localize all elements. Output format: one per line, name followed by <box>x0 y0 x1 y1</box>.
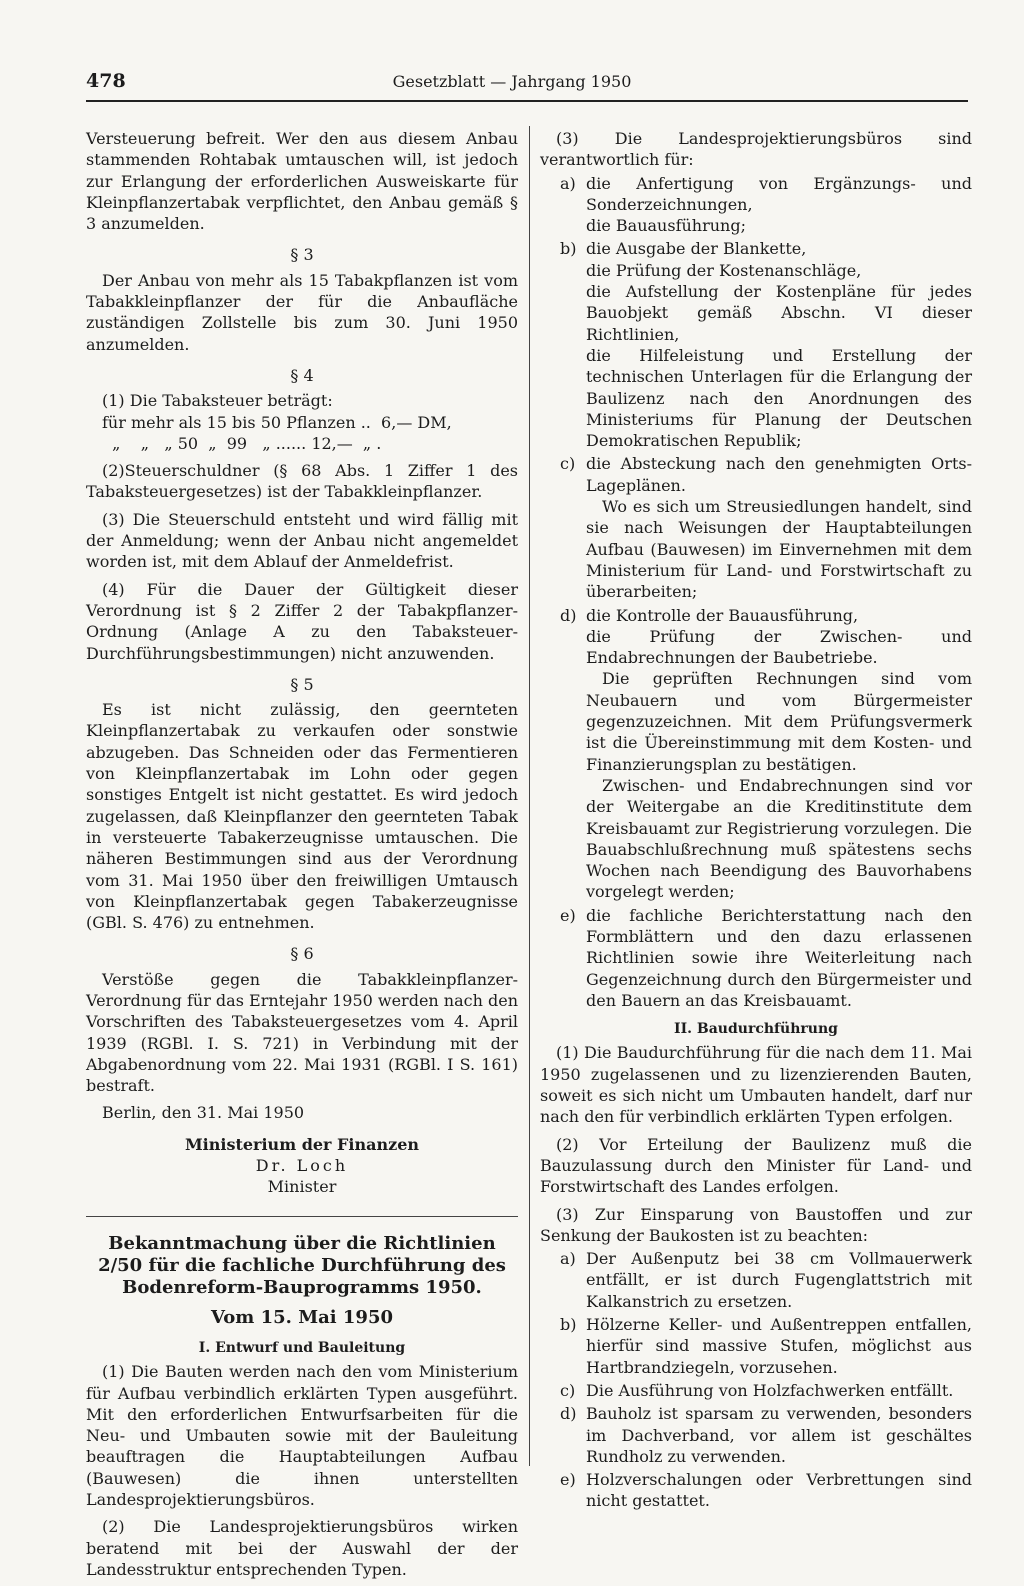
list-item-e <box>540 905 972 1011</box>
list-item-a <box>540 173 972 237</box>
paragraph: Verstöße gegen die Tabakkleinpflanzer-Verordnung für das Erntejahr 1950 werden nach den Vorschriften des Tabaksteuergesetzes vom 4. April 1939 (RGBl. I. S. 721) in Verbindung mit der Abgabenordnung vom 22. Mai 1931 (RGBl. I S. 161) bestraft. <box>86 969 519 1096</box>
list-item-d <box>540 1403 972 1467</box>
list-text: die Prüfung der Zwischen- und Endabrechnungen der Baubetriebe. <box>586 626 972 668</box>
notice-date: Vom 15. Mai 1950 <box>210 1306 393 1328</box>
paragraph: (3) Die Steuerschuld entsteht und wird fällig mit der Anmeldung; wenn der Anbau nicht angemeldet worden ist, mit dem Ablauf der Anmeldefrist. <box>86 509 518 572</box>
tax-row: für mehr als 15 bis 50 Pflanzen .. 6,— DM, <box>102 412 452 432</box>
left-column <box>86 128 518 1586</box>
list-label: a) <box>560 173 576 193</box>
paragraph: Der Anbau von mehr als 15 Tabakpflanzen ist vom Tabakkleinpflanzer der für die Anbaufläche zuständigen Zollstelle bis zum 30. Juni 1950 anzumelden. <box>86 270 518 354</box>
list-text: die Anfertigung von Ergänzungs- und Sonderzeichnungen, <box>586 173 972 214</box>
paragraph: (1) Die Bauten werden nach den vom Ministerium für Aufbau verbindlich erklärten Typen ausgeführt. Mit den erforderlichen Entwurfsarbeiten für die Neu- und Umbauten sowie mit der Bauleitung beauftragen die Hauptabteilungen Aufbau (Bauwesen) die ihnen unterstellten Landesprojektierungsbüros. <box>86 1362 518 1510</box>
list-text: Zwischen- und Endabrechnungen sind vor der Weitergabe an die Kreditinstitute dem Kreisbauamt zur Registrierung vorzulegen. Die Bauabschlußrechnung muß spätestens sechs Wochen nach Beendigung des Bauvorhabens vorgelegt werden; <box>586 775 972 902</box>
list-item-a <box>540 1248 972 1312</box>
list-label: b) <box>560 239 577 259</box>
signer-name: Dr. Loch <box>255 1156 349 1176</box>
list-text: die fachliche Berichterstattung nach den Formblättern und den dazu erlassenen Richtlinien sowie ihre Weiterleitung nach Gegenzeichnung durch den Bürgermeister und den Bauern an das Kreisbauamt. <box>586 905 972 1010</box>
paragraph: (2)Steuerschuldner (§ 68 Abs. 1 Ziffer 1 des Tabaksteuergesetzes) ist der Tabakkleinpflanzer. <box>86 461 518 502</box>
list-text: die Aufstellung der Kostenpläne für jedes Bauobjekt gemäß Abschn. VI dieser Richtlinien, <box>586 282 972 344</box>
notice-title: Bekanntmachung über die Richtlinien 2/50 für die fachliche Durchführung des Bodenreform-Bauprogramms 1950. <box>98 1232 506 1298</box>
signer-role: Minister <box>267 1177 337 1197</box>
column-divider <box>529 126 530 1466</box>
ministry-name: Ministerium der Finanzen <box>184 1134 420 1154</box>
list-label: d) <box>560 605 577 625</box>
list-text: Die Ausführung von Holzfachwerken entfällt. <box>586 1380 954 1400</box>
list-item-e <box>540 1469 972 1512</box>
list-text: die Kontrolle der Bauausführung, <box>586 605 859 625</box>
place-date: Berlin, den 31. Mai 1950 <box>102 1103 305 1123</box>
paragraph: Es ist nicht zulässig, den geernteten Kleinpflanzertabak zu verkaufen oder sonstwie abzugeben. Das Schneiden oder das Fermentieren von Kleinpflanzertabak im Lohn oder gegen sonstiges Entgelt ist nicht gestattet. Es wird jedoch zugelassen, daß Kleinpflanzer den geernteten Tabak in versteuerte Tabakerzeugnisse umtauschen. Die näheren Bestimmungen sind aus der Verordnung vom 31. Mai 1950 über den freiwilligen Umtausch von Kleinpflanzertabak gegen Tabakerzeugnisse (GBl. S. 476) zu entnehmen. <box>86 700 518 933</box>
section-heading-i: I. Entwurf und Bauleitung <box>198 1339 406 1356</box>
list-text: die Bauausführung; <box>586 216 746 236</box>
list-label: c) <box>560 1380 576 1400</box>
list-item-d <box>540 605 972 903</box>
list-text: die Ausgabe der Blankette, <box>586 239 807 259</box>
section-heading-ii: II. Baudurchführung <box>674 1021 838 1038</box>
tax-row: „ „ „ 50 „ 99 „ ...... 12,— „ . <box>102 433 382 453</box>
section-heading-5: § 5 <box>290 674 314 694</box>
list-text: die Absteckung nach den genehmigten Orts-Lageplänen. <box>586 454 972 495</box>
paragraph: Versteuerung befreit. Wer den aus diesem Anbau stammenden Rohtabak umtauschen will, ist jedoch zur Erlangung der erforderlichen Ausweiskarte für Kleinpflanzertabak verpflichtet, den Anbau gemäß § 3 anzumelden. <box>86 129 518 234</box>
header-rule <box>86 100 968 102</box>
list-item-b <box>540 1314 972 1378</box>
section-heading-4: § 4 <box>290 365 314 385</box>
list-item-c <box>540 1380 972 1401</box>
list-text: Die geprüften Rechnungen sind vom Neubauern und vom Bürgermeister gegenzuzeichnen. Mit dem Prüfungsvermerk ist die Übereinstimmung mit dem Kosten- und Finanzierungsplan zu bestätigen. <box>586 669 972 774</box>
list-label: d) <box>560 1404 577 1424</box>
paragraph: (2) Die Landesprojektierungsbüros wirken beratend mit bei der Auswahl der der Landesstruktur entsprechenden Typen. <box>86 1517 518 1579</box>
list-item-b <box>540 238 972 451</box>
list-text: Wo es sich um Streusiedlungen handelt, sind sie nach Weisungen der Hauptabteilungen Aufbau (Bauwesen) im Einvernehmen mit dem Ministerium für Land- und Forstwirtschaft zu überarbeiten; <box>586 497 972 602</box>
list-item-c <box>540 453 972 602</box>
paragraph: (4) Für die Dauer der Gültigkeit dieser Verordnung ist § 2 Ziffer 2 der Tabakpflanzer-Ordnung (Anlage A zu den Tabaksteuer-Durchführungsbestimmungen) nicht anzuwenden. <box>86 579 518 663</box>
list-text: Holzverschalungen oder Verbrettungen sind nicht gestattet. <box>586 1470 972 1511</box>
paragraph: (1) Die Tabaksteuer beträgt: <box>102 391 333 411</box>
right-column <box>540 128 972 1514</box>
list-text: Der Außenputz bei 38 cm Vollmauerwerk entfällt, er ist durch Fugenglattstrich mit Kalkanstrich zu ersetzen. <box>586 1249 972 1311</box>
paragraph: (3) Die Landesprojektierungsbüros sind verantwortlich für: <box>540 129 972 170</box>
paragraph: (2) Vor Erteilung der Baulizenz muß die Bauzulassung durch den Minister für Land- und Forstwirtschaft des Landes erfolgen. <box>540 1134 972 1197</box>
list-label: c) <box>560 454 576 474</box>
separator-rule <box>86 1216 518 1217</box>
list-text: Hölzerne Keller- und Außentreppen entfallen, hierfür sind massive Stufen, möglichst aus Hartbrandziegeln, vorzusehen. <box>586 1315 972 1377</box>
running-head: Gesetzblatt — Jahrgang 1950 <box>392 72 632 91</box>
list-label: e) <box>560 1470 576 1490</box>
list-label: a) <box>560 1249 576 1269</box>
list-text: die Prüfung der Kostenanschläge, <box>586 260 862 280</box>
paragraph: (1) Die Baudurchführung für die nach dem 11. Mai 1950 zugelassenen und zu lizenzierenden Bauten, soweit es sich nicht um Umbauten handelt, darf nur nach den für verbindlich erklärten Typen erfolgen. <box>540 1043 972 1127</box>
list-label: b) <box>560 1315 577 1335</box>
section-heading-3: § 3 <box>290 245 314 265</box>
paragraph: (3) Zur Einsparung von Baustoffen und zur Senkung der Baukosten ist zu beachten: <box>540 1204 972 1245</box>
page-number: 478 <box>86 70 126 92</box>
list-text: Bauholz ist sparsam zu verwenden, besonders im Dachverband, vor allem ist geschältes Rundholz zu verwenden. <box>586 1404 972 1466</box>
section-heading-6: § 6 <box>290 944 314 964</box>
list-label: e) <box>560 905 576 925</box>
list-text: die Hilfeleistung und Erstellung der technischen Unterlagen für die Erlangung der Baulizenz nach den Anordnungen des Ministeriums für Planung der Deutschen Demokratischen Republik; <box>586 345 972 451</box>
